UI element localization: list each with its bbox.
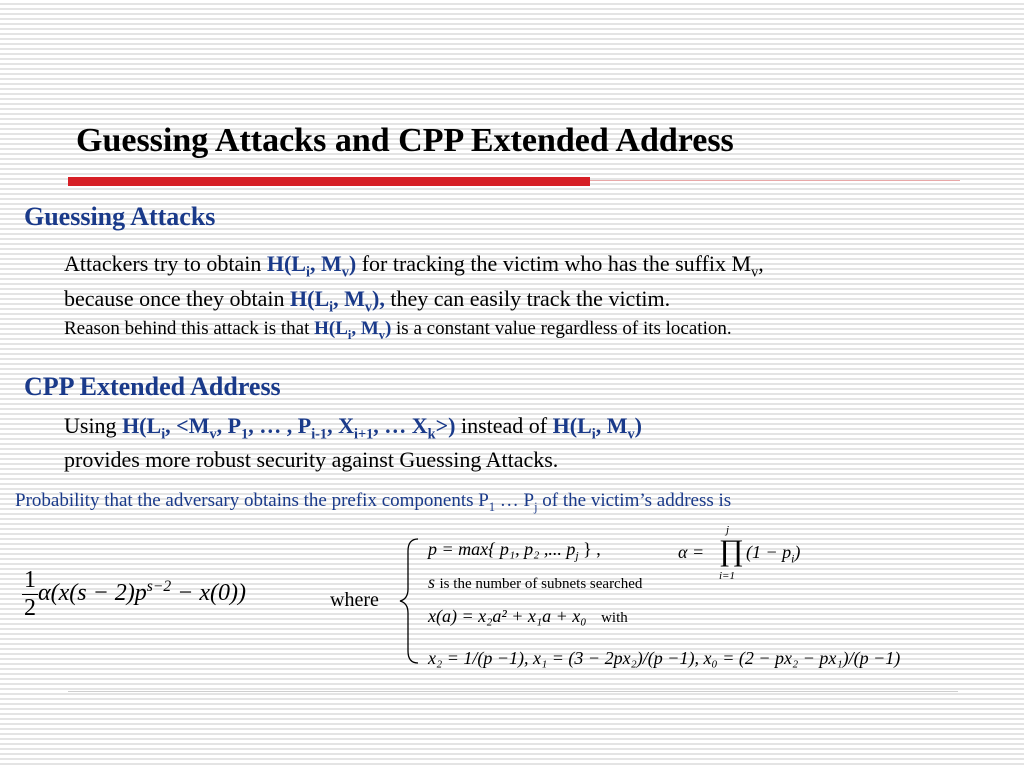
product-upper-limit: j	[726, 524, 730, 536]
section-heading-cpp-extended-address: CPP Extended Address	[24, 372, 281, 401]
product-expression: $(1 - p_i)$	[746, 542, 801, 566]
title-red-bar	[68, 177, 590, 186]
eq-p-max: p = max{ p₁, p₂ ,... $p_j$ } ,	[428, 539, 601, 563]
slide-title: Guessing Attacks and CPP Extended Address	[76, 122, 734, 159]
eq-polynomial: x(a) = x₂a² + x₁a + x₀ with	[428, 606, 628, 626]
probability-statement: Probability that the adversary obtains the prefix components $P_1$ … $P_j$ of the victim’s address is	[15, 490, 732, 514]
guessing-attacks-line-1: Attackers try to obtain $H(L_i$, $M_v$) for tracking the victim who has the suffix $M_v$,	[64, 251, 764, 281]
eq-s-description: s is the number of subnets searched	[428, 572, 643, 592]
cpp-line-2: provides more robust security against Guessing Attacks.	[64, 447, 559, 472]
title-thin-line	[590, 180, 960, 181]
bottom-divider	[68, 691, 958, 692]
eq-alpha: α =	[678, 542, 705, 562]
product-lower-limit: i=1	[719, 570, 735, 582]
product-symbol: ∏	[719, 534, 744, 567]
main-formula: $\frac{1}{2}$ $\alpha(x(s - 2)p^{s-2} - x(0))$	[24, 567, 246, 621]
guessing-attacks-line-3: Reason behind this attack is that $H(L_i$, $M_v$) is a constant value regardless of its location.	[64, 318, 732, 342]
section-heading-guessing-attacks: Guessing Attacks	[24, 202, 216, 231]
left-brace	[396, 537, 422, 665]
guessing-attacks-line-2: because once they obtain $H(L_i$, $M_v$), they can easily track the victim.	[64, 286, 671, 316]
eq-coefficients: x₂ = 1/(p −1), x₁ = (3 − 2px₂)/(p −1), x₀ = (2 − px₂ − px₁)/(p −1)	[428, 648, 901, 668]
cpp-line-1: Using $H(L_i$, $<M_v$, $P_1$, … , $P_{i-1}$, $X_{i+1}$, … $X_k>$) instead of $H(L_i$, $M_v$)	[64, 413, 642, 443]
one-half-fraction: $\frac{1}{2}$	[24, 567, 36, 621]
where-label: where	[330, 589, 379, 611]
